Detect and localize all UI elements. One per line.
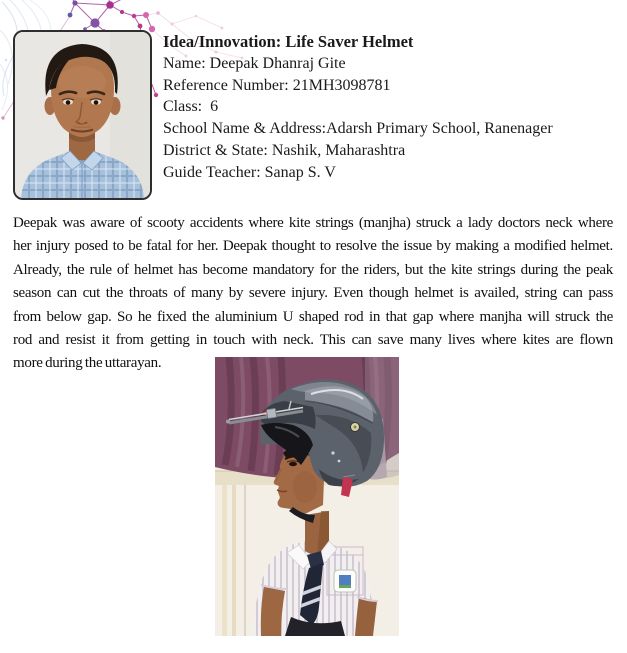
helmet-demo-photo	[215, 357, 399, 636]
info-line-district-state: District & State: Nashik, Maharashtra	[163, 141, 406, 159]
description-line: rod and resist it from getting in touch with neck. This can save many lives where kites are flown	[13, 332, 613, 349]
description-line: more during the uttarayan.	[13, 355, 162, 372]
description-paragraph	[13, 212, 613, 376]
description-line: Deepak was aware of scooty accidents where kite strings (manjha) struck a lady doctors neck where	[13, 215, 613, 231]
info-line-class: Class: 6	[163, 98, 219, 116]
info-line-name: Name: Deepak Dhanraj Gite	[163, 54, 346, 72]
helmet-illustration	[215, 357, 399, 636]
info-line-guide-teacher: Guide Teacher: Sanap S. V	[163, 163, 336, 181]
description-line: season can cut the throats of many by severe injury. Even though helmet is availed, string can pass	[13, 285, 613, 302]
description-line: Already, the rule of helmet has become mandatory for the riders, but the kite strings during the peak	[13, 261, 613, 278]
student-info-block	[163, 31, 623, 184]
student-portrait-photo	[13, 30, 152, 200]
info-line-school: School Name & Address:Adarsh Primary School, Ranenager	[163, 120, 553, 138]
description-line: from below gap. So he fixed the aluminium U shaped rod in that gap where manjha will struck the	[13, 308, 613, 325]
portrait-illustration	[15, 32, 150, 198]
idea-innovation-title: Idea/Innovation: Life Saver Helmet	[163, 32, 414, 51]
info-line-reference-number: Reference Number: 21MH3098781	[163, 76, 391, 94]
description-line: her injury posed to be fatal for her. Deepak thought to resolve the issue by making a modified helmet.	[13, 238, 613, 255]
